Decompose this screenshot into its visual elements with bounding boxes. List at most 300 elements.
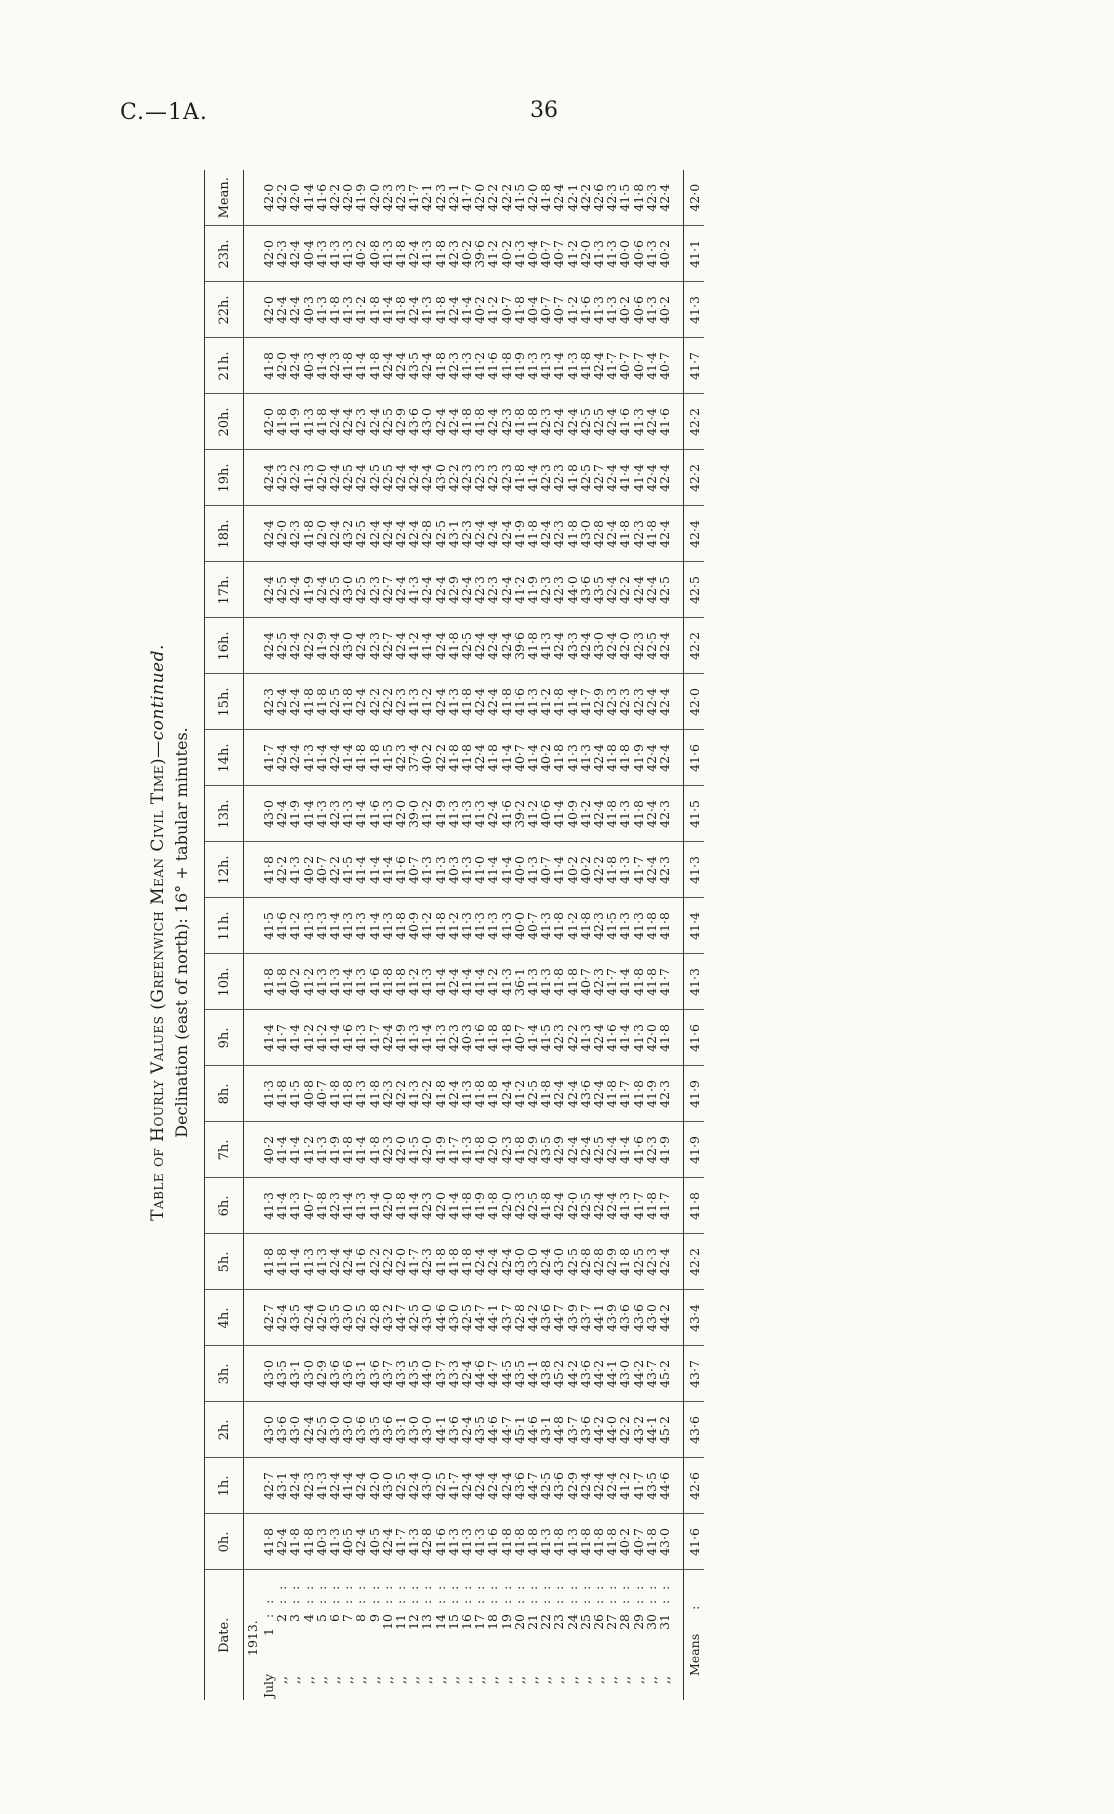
value-cell: 41·8 [500, 674, 513, 730]
value-cell: 41·6 [368, 954, 381, 1010]
hour-column-header: 8h. [205, 1066, 244, 1122]
value-cell: 40·7 [552, 226, 565, 282]
day-label: 21 [525, 1614, 541, 1630]
value-cell: 41·3 [513, 226, 526, 282]
value-cell: 41·8 [434, 338, 447, 394]
value-cell: 42·4 [645, 450, 658, 506]
value-cell: 41·3 [288, 1178, 301, 1234]
value-cell: 41·6 [486, 1514, 499, 1570]
value-cell: 41·3 [632, 394, 645, 450]
value-cell: 43·5 [473, 1402, 486, 1458]
value-cell: 40·2 [618, 282, 631, 338]
table-row [420, 170, 433, 1700]
value-cell: 42·9 [315, 1346, 328, 1402]
month-label: ,, [287, 1676, 303, 1684]
means-label: Means [686, 1633, 702, 1676]
value-cell: 41·8 [434, 282, 447, 338]
mean-value-cell: 41·5 [684, 786, 705, 842]
mean-value-cell: 41·4 [684, 898, 705, 954]
value-cell: 43·0 [447, 1290, 460, 1346]
value-cell: 41·9 [513, 338, 526, 394]
value-cell: 41·4 [275, 1122, 288, 1178]
value-cell: 43·9 [605, 1290, 618, 1346]
value-cell: 42·4 [500, 506, 513, 562]
value-cell: 40·2 [579, 842, 592, 898]
value-cell: 41·2 [288, 898, 301, 954]
value-cell: 44·2 [658, 1290, 671, 1346]
value-cell: 41·8 [460, 394, 473, 450]
value-cell: 42·0 [341, 170, 354, 226]
value-cell: 42·4 [460, 562, 473, 618]
value-cell: 41·8 [328, 282, 341, 338]
value-cell: 42·4 [288, 338, 301, 394]
value-cell: 42·4 [394, 338, 407, 394]
value-cell: 42·3 [552, 1010, 565, 1066]
value-cell: 41·4 [302, 786, 315, 842]
value-cell: 41·2 [302, 1122, 315, 1178]
hour-column-header: 0h. [205, 1514, 244, 1570]
day-label: 28 [617, 1614, 633, 1630]
value-cell: 40·5 [368, 1514, 381, 1570]
value-cell: 42·3 [381, 1122, 394, 1178]
value-cell: 41·9 [473, 1178, 486, 1234]
value-cell: 41·8 [368, 730, 381, 786]
value-cell: 43·7 [579, 1290, 592, 1346]
value-cell: 45·2 [658, 1346, 671, 1402]
day-label: 22 [538, 1614, 554, 1630]
value-cell: 39·6 [473, 226, 486, 282]
value-cell: 43·7 [434, 1346, 447, 1402]
value-cell: 43·0 [262, 1402, 275, 1458]
value-cell: 43·5 [407, 1346, 420, 1402]
value-cell: 41·2 [302, 1010, 315, 1066]
leader-dots: : : [498, 1582, 514, 1604]
value-cell: 42·0 [315, 1290, 328, 1346]
value-cell: 42·4 [460, 1458, 473, 1514]
day-label: 17 [472, 1614, 488, 1630]
value-cell: 41·9 [302, 562, 315, 618]
value-cell: 42·4 [605, 1458, 618, 1514]
value-cell: 41·8 [605, 1066, 618, 1122]
value-cell: 41·8 [341, 674, 354, 730]
value-cell: 43·2 [381, 1290, 394, 1346]
table-title-main: Table of Hourly Values (Greenwich Mean Civil Time) [148, 757, 168, 1221]
value-cell: 41·8 [539, 1066, 552, 1122]
value-cell: 41·3 [539, 898, 552, 954]
value-cell: 44·2 [592, 1346, 605, 1402]
value-cell: 42·4 [658, 730, 671, 786]
value-cell: 41·9 [645, 1066, 658, 1122]
value-cell: 42·3 [368, 562, 381, 618]
value-cell: 41·3 [407, 674, 420, 730]
mean-value-cell: 41·3 [684, 282, 705, 338]
hour-column-header: 5h. [205, 1234, 244, 1290]
value-cell: 41·8 [579, 898, 592, 954]
value-cell: 41·3 [645, 282, 658, 338]
value-cell: 42·4 [328, 450, 341, 506]
value-cell: 42·4 [605, 394, 618, 450]
value-cell: 44·7 [473, 1290, 486, 1346]
value-cell: 44·1 [645, 1402, 658, 1458]
page-header-code: C.—1A. [120, 100, 208, 125]
value-cell: 43·3 [394, 1346, 407, 1402]
value-cell: 41·3 [566, 338, 579, 394]
leader-dots: : : [551, 1582, 567, 1604]
value-cell: 43·0 [645, 1290, 658, 1346]
value-cell: 41·8 [552, 898, 565, 954]
value-cell: 42·4 [592, 1066, 605, 1122]
value-cell: 40·9 [566, 786, 579, 842]
value-cell: 43·1 [288, 1346, 301, 1402]
value-cell: 41·8 [513, 1122, 526, 1178]
value-cell: 42·4 [592, 730, 605, 786]
value-cell: 41·5 [341, 842, 354, 898]
table-row [632, 170, 645, 1700]
value-cell: 42·4 [592, 1178, 605, 1234]
value-cell: 41·4 [302, 170, 315, 226]
value-cell: 40·7 [526, 898, 539, 954]
value-cell: 42·4 [658, 450, 671, 506]
value-cell: 42·4 [579, 1458, 592, 1514]
value-cell: 41·3 [420, 226, 433, 282]
value-cell: 41·8 [302, 674, 315, 730]
value-cell: 41·2 [539, 674, 552, 730]
value-cell: 41·8 [526, 618, 539, 674]
value-cell: 42·4 [500, 1066, 513, 1122]
value-cell: 42·2 [592, 842, 605, 898]
month-label: ,, [564, 1676, 580, 1684]
value-cell: 42·4 [552, 170, 565, 226]
value-cell: 41·3 [539, 1514, 552, 1570]
value-cell: 41·9 [288, 394, 301, 450]
value-cell: 42·9 [526, 1122, 539, 1178]
value-cell: 44·1 [592, 1290, 605, 1346]
value-cell: 43·1 [447, 506, 460, 562]
value-cell: 42·5 [354, 506, 367, 562]
value-cell: 42·3 [288, 506, 301, 562]
value-cell: 41·2 [513, 562, 526, 618]
value-cell: 42·3 [658, 842, 671, 898]
value-cell: 41·6 [473, 1010, 486, 1066]
value-cell: 41·7 [605, 338, 618, 394]
value-cell: 42·0 [618, 618, 631, 674]
value-cell: 44·5 [500, 1346, 513, 1402]
value-cell: 41·5 [262, 898, 275, 954]
value-cell: 41·4 [618, 1122, 631, 1178]
value-cell: 41·0 [473, 842, 486, 898]
value-cell: 42·4 [394, 562, 407, 618]
value-cell: 41·8 [618, 506, 631, 562]
value-cell: 41·8 [645, 1178, 658, 1234]
value-cell: 42·3 [420, 1234, 433, 1290]
value-cell: 42·2 [618, 562, 631, 618]
date-cell [368, 1570, 381, 1700]
value-cell: 41·2 [486, 282, 499, 338]
value-cell: 41·8 [341, 1066, 354, 1122]
value-cell: 41·4 [368, 1178, 381, 1234]
value-cell: 41·4 [341, 1458, 354, 1514]
day-label: 30 [643, 1614, 659, 1630]
value-cell: 42·4 [658, 674, 671, 730]
value-cell: 41·8 [460, 1234, 473, 1290]
value-cell: 41·8 [315, 1178, 328, 1234]
value-cell: 45·2 [658, 1402, 671, 1458]
value-cell: 42·3 [632, 618, 645, 674]
value-cell: 43·6 [354, 1402, 367, 1458]
hour-column-header: 23h. [205, 226, 244, 282]
value-cell: 41·3 [328, 1514, 341, 1570]
value-cell: 41·9 [328, 1122, 341, 1178]
month-label: ,, [393, 1676, 409, 1684]
value-cell: 43·6 [579, 1346, 592, 1402]
value-cell: 36·1 [513, 954, 526, 1010]
day-label: 9 [366, 1614, 382, 1622]
value-cell: 42·4 [552, 1178, 565, 1234]
day-label: 15 [445, 1614, 461, 1630]
value-cell: 40·4 [526, 226, 539, 282]
value-cell: 41·4 [381, 282, 394, 338]
day-label: 11 [393, 1614, 409, 1630]
mean-value-cell: 41·3 [684, 842, 705, 898]
value-cell: 42·4 [447, 1066, 460, 1122]
value-cell: 41·6 [341, 1010, 354, 1066]
value-cell: 42·4 [328, 730, 341, 786]
value-cell: 42·4 [420, 562, 433, 618]
value-cell: 44·1 [605, 1346, 618, 1402]
value-cell: 41·7 [658, 954, 671, 1010]
hour-column-header: 20h. [205, 394, 244, 450]
value-cell: 42·4 [592, 1458, 605, 1514]
value-cell: 41·2 [566, 898, 579, 954]
value-cell: 43·1 [394, 1402, 407, 1458]
value-cell: 40·2 [539, 730, 552, 786]
value-cell: 41·3 [302, 730, 315, 786]
value-cell: 42·3 [381, 1066, 394, 1122]
value-cell: 44·8 [552, 1402, 565, 1458]
value-cell: 42·4 [341, 394, 354, 450]
value-cell: 41·8 [434, 1066, 447, 1122]
value-cell: 42·2 [368, 674, 381, 730]
value-cell: 40·7 [539, 282, 552, 338]
value-cell: 41·8 [473, 394, 486, 450]
value-cell: 41·3 [539, 618, 552, 674]
value-cell: 43·6 [632, 1290, 645, 1346]
value-cell: 41·2 [420, 674, 433, 730]
date-cell [500, 1570, 513, 1700]
value-cell: 40·2 [658, 226, 671, 282]
value-cell: 41·8 [434, 226, 447, 282]
value-cell: 42·4 [486, 674, 499, 730]
value-cell: 42·2 [288, 450, 301, 506]
mean-value-cell: 42·4 [684, 506, 705, 562]
hour-column-header: 7h. [205, 1122, 244, 1178]
value-cell: 43·0 [618, 1346, 631, 1402]
value-cell: 41·4 [526, 1010, 539, 1066]
value-cell: 43·5 [407, 338, 420, 394]
value-cell: 41·8 [486, 730, 499, 786]
value-cell: 41·8 [579, 338, 592, 394]
value-cell: 42·4 [605, 1178, 618, 1234]
value-cell: 41·4 [552, 842, 565, 898]
value-cell: 41·3 [288, 842, 301, 898]
value-cell: 41·3 [447, 786, 460, 842]
value-cell: 42·4 [645, 786, 658, 842]
value-cell: 44·7 [394, 1290, 407, 1346]
day-label: 23 [551, 1614, 567, 1630]
value-cell: 44·1 [526, 1346, 539, 1402]
value-cell: 41·4 [460, 954, 473, 1010]
value-cell: 41·8 [368, 282, 381, 338]
month-label: ,, [591, 1676, 607, 1684]
value-cell: 42·0 [394, 1234, 407, 1290]
value-cell: 41·8 [394, 898, 407, 954]
day-label: 13 [419, 1614, 435, 1630]
value-cell: 42·0 [262, 226, 275, 282]
value-cell: 41·4 [354, 842, 367, 898]
day-label: 24 [564, 1614, 580, 1630]
value-cell: 42·4 [275, 730, 288, 786]
hourly-declination-table [204, 170, 704, 1700]
table-header-row [205, 170, 244, 1700]
hour-column-header: 6h. [205, 1178, 244, 1234]
value-cell: 42·3 [328, 338, 341, 394]
value-cell: 40·7 [315, 842, 328, 898]
table-row [500, 170, 513, 1700]
value-cell: 42·4 [354, 618, 367, 674]
value-cell: 41·6 [368, 786, 381, 842]
value-cell: 42·3 [460, 450, 473, 506]
value-cell: 42·4 [288, 282, 301, 338]
value-cell: 41·3 [302, 394, 315, 450]
value-cell: 41·4 [618, 954, 631, 1010]
value-cell: 41·7 [394, 1514, 407, 1570]
value-cell: 43·6 [368, 1346, 381, 1402]
value-cell: 42·4 [262, 562, 275, 618]
value-cell: 40·0 [513, 898, 526, 954]
value-cell: 41·4 [645, 338, 658, 394]
leader-dots: : : [419, 1582, 435, 1604]
value-cell: 44·2 [632, 1346, 645, 1402]
value-cell: 41·6 [579, 282, 592, 338]
value-cell: 42·0 [566, 1178, 579, 1234]
month-label: ,, [432, 1676, 448, 1684]
value-cell: 42·3 [447, 338, 460, 394]
value-cell: 41·3 [579, 1010, 592, 1066]
table-title-continued: —continued. [148, 644, 168, 758]
value-cell: 42·8 [513, 1290, 526, 1346]
value-cell: 42·3 [513, 1178, 526, 1234]
value-cell: 40·3 [315, 1514, 328, 1570]
value-cell: 41·3 [302, 1234, 315, 1290]
value-cell: 42·0 [434, 1178, 447, 1234]
value-cell: 41·6 [513, 674, 526, 730]
value-cell: 42·4 [262, 618, 275, 674]
value-cell: 42·5 [579, 394, 592, 450]
date-cell [302, 1570, 315, 1700]
month-label: ,, [551, 1676, 567, 1684]
hour-column-header: 13h. [205, 786, 244, 842]
table-row [618, 170, 631, 1700]
day-label: 7 [340, 1614, 356, 1622]
value-cell: 44·6 [526, 1402, 539, 1458]
value-cell: 41·8 [368, 338, 381, 394]
value-cell: 41·8 [605, 842, 618, 898]
value-cell: 41·8 [262, 1514, 275, 1570]
value-cell: 41·8 [434, 898, 447, 954]
value-cell: 42·4 [473, 506, 486, 562]
value-cell: 42·0 [368, 170, 381, 226]
month-label: ,, [327, 1676, 343, 1684]
value-cell: 41·6 [394, 842, 407, 898]
value-cell: 42·5 [341, 450, 354, 506]
value-cell: 43·0 [579, 506, 592, 562]
value-cell: 41·4 [486, 842, 499, 898]
value-cell: 40·7 [513, 730, 526, 786]
value-cell: 41·3 [632, 1010, 645, 1066]
value-cell: 41·7 [447, 1458, 460, 1514]
value-cell: 42·4 [394, 450, 407, 506]
value-cell: 42·0 [500, 1178, 513, 1234]
day-label: 10 [379, 1614, 395, 1630]
value-cell: 41·3 [473, 1514, 486, 1570]
value-cell: 41·4 [434, 954, 447, 1010]
value-cell: 41·3 [526, 674, 539, 730]
value-cell: 40·3 [302, 282, 315, 338]
value-cell: 42·4 [658, 618, 671, 674]
value-cell: 41·7 [605, 954, 618, 1010]
value-cell: 42·5 [579, 1178, 592, 1234]
value-cell: 41·6 [354, 1234, 367, 1290]
mean-value-cell: 42·2 [684, 1234, 705, 1290]
value-cell: 44·1 [486, 1290, 499, 1346]
value-cell: 42·4 [288, 226, 301, 282]
value-cell: 42·3 [632, 674, 645, 730]
value-cell: 43·6 [579, 562, 592, 618]
value-cell: 41·3 [500, 954, 513, 1010]
value-cell: 41·2 [447, 898, 460, 954]
value-cell: 41·2 [566, 226, 579, 282]
value-cell: 41·3 [539, 338, 552, 394]
value-cell: 43·0 [526, 1234, 539, 1290]
value-cell: 41·3 [315, 1122, 328, 1178]
date-cell [618, 1570, 631, 1700]
value-cell: 42·4 [447, 282, 460, 338]
value-cell: 41·9 [513, 506, 526, 562]
value-cell: 41·3 [381, 786, 394, 842]
value-cell: 42·4 [381, 338, 394, 394]
value-cell: 42·0 [275, 338, 288, 394]
value-cell: 41·8 [605, 1514, 618, 1570]
value-cell: 40·8 [302, 1066, 315, 1122]
value-cell: 40·7 [579, 954, 592, 1010]
value-cell: 44·1 [434, 1402, 447, 1458]
value-cell: 44·2 [526, 1290, 539, 1346]
value-cell: 42·3 [447, 226, 460, 282]
value-cell: 42·4 [328, 1234, 341, 1290]
value-cell: 42·6 [592, 170, 605, 226]
hour-column-header: 16h. [205, 618, 244, 674]
month-label: ,, [604, 1676, 620, 1684]
means-dots: : [686, 1605, 702, 1610]
hour-column-header: 1h. [205, 1458, 244, 1514]
value-cell: 42·3 [486, 450, 499, 506]
value-cell: 41·8 [500, 338, 513, 394]
value-cell: 42·4 [262, 506, 275, 562]
value-cell: 43·0 [302, 1346, 315, 1402]
value-cell: 42·4 [447, 954, 460, 1010]
hour-column-header: 2h. [205, 1402, 244, 1458]
value-cell: 40·7 [500, 282, 513, 338]
